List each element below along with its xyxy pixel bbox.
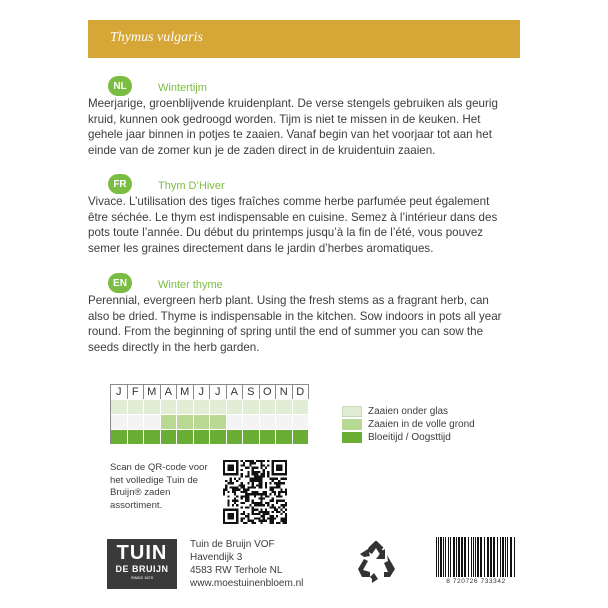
legend-swatch-glas: [342, 406, 362, 417]
logo-line2: DE BRUIJN: [115, 564, 169, 574]
calendar-cell: [227, 429, 244, 444]
section-text-nl: Meerjarige, groenblijvende kruidenplant. De verse stengels gebruiken als geurig kruid, kunnen ook gedroogd worden. Tijm is niet te missen in de keuken. Het gehele jaar binnen in potjes te zaaien. Vanaf begin van het voorjaar tot aan het einde van de zomer kun je de zaden direct in de kruidentuin zaaien.: [88, 97, 498, 157]
calendar-cell: [144, 429, 161, 444]
calendar-cell: [194, 414, 211, 429]
calendar-legend: [342, 405, 475, 444]
calendar-cell: [128, 399, 145, 414]
calendar-cell: [161, 429, 178, 444]
brand-logo: [107, 539, 177, 589]
calendar-grid: [110, 384, 309, 444]
qr-code[interactable]: [223, 460, 287, 524]
calendar-month: M: [177, 384, 194, 399]
legend-row: [342, 431, 475, 444]
calendar-cell: [243, 399, 260, 414]
section-title-fr: Thym D’Hiver: [158, 180, 225, 192]
calendar-month: J: [210, 384, 227, 399]
calendar-cell: [243, 414, 260, 429]
address-line: Tuin de Bruijn VOF: [190, 539, 275, 550]
calendar-cell: [276, 429, 293, 444]
calendar-cell: [177, 414, 194, 429]
calendar-month: A: [161, 384, 178, 399]
barcode: [432, 537, 520, 577]
calendar-month: M: [144, 384, 161, 399]
legend-row: [342, 405, 475, 418]
calendar-cell: [194, 429, 211, 444]
address-line: 4583 RW Terhole NL: [190, 565, 283, 576]
qr-caption: Scan de QR-code voor het volledige Tuin de Bruijn® zaden assortiment.: [110, 462, 208, 511]
logo-line3: SINDS 1870: [130, 575, 154, 580]
calendar-cell: [227, 399, 244, 414]
address-line: Havendijk 3: [190, 552, 243, 563]
calendar-month: D: [293, 384, 310, 399]
legend-label: Zaaien onder glas: [368, 406, 449, 417]
calendar-month: J: [194, 384, 211, 399]
calendar-cell: [276, 414, 293, 429]
recycle-icon: [352, 539, 400, 587]
calendar-cell: [210, 399, 227, 414]
calendar-cell: [161, 414, 178, 429]
lang-badge-fr: FR: [108, 174, 132, 194]
calendar-cell: [260, 429, 277, 444]
section-title-nl: Wintertijm: [158, 82, 207, 94]
legend-label: Bloeitijd / Oogsttijd: [368, 432, 451, 443]
section-title-en: Winter thyme: [158, 279, 223, 291]
calendar-cell: [177, 429, 194, 444]
section-text-fr: Vivace. L’utilisation des tiges fraîches comme herbe parfumée peut également être séchée. Le thym est indispensable en cuisine. Semez à l’intérieur dans des pots toute l’année. Du début du printemps jusqu’à la fin de l’été, vous pouvez semer les graines directement dans le jardin d’herbes aromatiques.: [88, 195, 498, 255]
sowing-calendar: [110, 384, 309, 444]
legend-swatch-grond: [342, 419, 362, 430]
calendar-cell: [243, 429, 260, 444]
calendar-month: S: [243, 384, 260, 399]
logo-line1: TUIN: [116, 542, 168, 564]
calendar-cell: [111, 414, 128, 429]
calendar-cell: [177, 399, 194, 414]
calendar-cell: [227, 414, 244, 429]
calendar-cell: [128, 429, 145, 444]
calendar-cell: [111, 429, 128, 444]
calendar-cell: [144, 414, 161, 429]
calendar-month: N: [276, 384, 293, 399]
calendar-month: J: [111, 384, 128, 399]
calendar-cell: [128, 414, 145, 429]
barcode-number: 8 720726 733342: [446, 578, 506, 585]
section-text-en: Perennial, evergreen herb plant. Using the fresh stems as a fragrant herb, can also be dried. Thyme is indispensable in the kitchen. Sow indoors in pots all year round. From the beginning of spring until the end of summer you can sow the seeds directly in the herb garden.: [88, 294, 502, 354]
header-bar: [88, 20, 520, 58]
calendar-cell: [293, 414, 310, 429]
species-name: Thymus vulgaris: [110, 30, 203, 45]
company-address: [190, 538, 303, 590]
calendar-month: A: [227, 384, 244, 399]
calendar-cell: [194, 399, 211, 414]
calendar-cell: [210, 414, 227, 429]
calendar-cell: [260, 399, 277, 414]
calendar-month: F: [128, 384, 145, 399]
calendar-cell: [144, 399, 161, 414]
calendar-cell: [276, 399, 293, 414]
calendar-cell: [210, 429, 227, 444]
lang-badge-nl: NL: [108, 76, 132, 96]
calendar-month: O: [260, 384, 277, 399]
legend-row: [342, 418, 475, 431]
calendar-cell: [111, 399, 128, 414]
lang-badge-en: EN: [108, 273, 132, 293]
legend-label: Zaaien in de volle grond: [368, 419, 475, 430]
website-link[interactable]: www.moestuinenbloem.nl: [190, 578, 304, 589]
calendar-cell: [293, 399, 310, 414]
calendar-cell: [260, 414, 277, 429]
calendar-cell: [293, 429, 310, 444]
legend-swatch-bloei: [342, 432, 362, 443]
calendar-cell: [161, 399, 178, 414]
